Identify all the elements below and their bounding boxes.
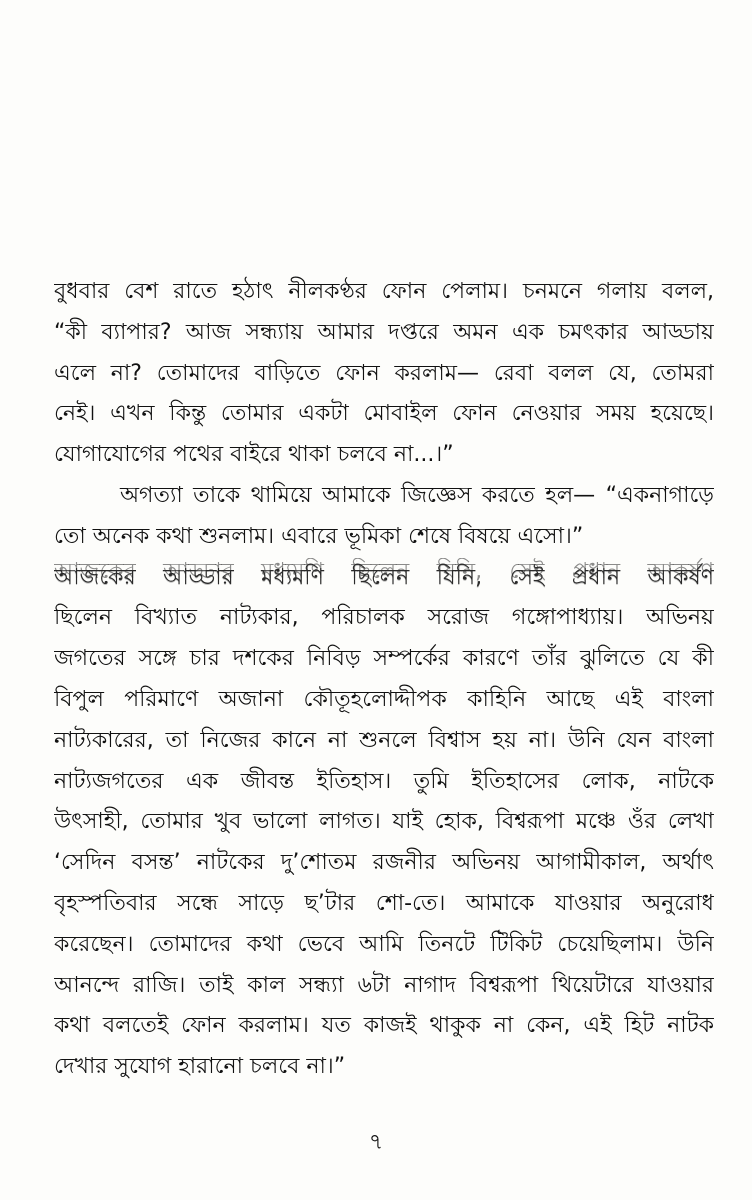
text-line: করেছেন। তোমাদের কথা ভেবে আমি তিনটে টিকিট চেয়েছিলাম। উনি (54, 931, 714, 957)
text-line: উৎসাহী, তোমার খুব ভালো লাগত। যাই হোক, বিশ্বরূপা মঞ্চে ওঁর লেখা (54, 809, 714, 835)
text-line: বুধবার বেশ রাতে হঠাৎ নীলকণ্ঠর ফোন পেলাম। চনমনে গলায় বলল, (54, 279, 714, 304)
text-line: “কী ব্যাপার? আজ সন্ধ্যায় আমার দপ্তরে অমন এক চমৎকার আড্ডায় (54, 319, 714, 345)
text-line: অগত্যা তাকে থামিয়ে আমাকে জিজ্ঞেস করতে হল— “একনাগাড়ে (120, 482, 714, 508)
text-line: বৃহস্পতিবার সন্ধে সাড়ে ছ’টার শো-তে। আমাকে যাওয়ার অনুরোধ (54, 890, 714, 916)
text-line: কথা বলতেই ফোন করলাম। যত কাজই থাকুক না কেন, এই হিট নাটক (54, 1013, 714, 1039)
body-text (54, 272, 714, 1088)
text-line: ‘সেদিন বসন্ত’ নাটকের দু’শোতম রজনীর অভিনয় আগামীকাল, অর্থাৎ (54, 850, 714, 876)
text-line: আনন্দে রাজি। তাই কাল সন্ধ্যা ৬টা নাগাদ বিশ্বরূপা থিয়েটারে যাওয়ার (54, 972, 714, 998)
text-line: তো অনেক কথা শুনলাম। এবারে ভূমিকা শেষে বিষয়ে এসো।” (54, 523, 584, 549)
text-line: আজকের আড্ডার মধ্যমণি ছিলেন যিনি, সেই প্রধান আকর্ষণ (54, 564, 714, 590)
text-line: দেখার সুযোগ হারানো চলবে না।” (54, 1054, 346, 1080)
text-line: যোগাযোগের পথের বাইরে থাকা চলবে না...।” (54, 442, 454, 468)
text-line: বিপুল পরিমাণে অজানা কৌতূহলোদ্দীপক কাহিনি আছে এই বাংলা (54, 686, 714, 712)
text-line: ছিলেন বিখ্যাত নাট্যকার, পরিচালক সরোজ গঙ্গোপাধ্যায়। অভিনয় (54, 605, 714, 631)
text-line: নাট্যকারের, তা নিজের কানে না শুনলে বিশ্বাস হয় না। উনি যেন বাংলা (54, 727, 714, 753)
page-number: ৭ (368, 1130, 384, 1155)
text-line: এলে না? তোমাদের বাড়িতে ফোন করলাম— রেবা বলল যে, তোমরা (54, 360, 714, 386)
text-line: নাট্যজগতের এক জীবন্ত ইতিহাস। তুমি ইতিহাসের লোক, নাটকে (54, 768, 714, 794)
text-line: নেই। এখন কিন্তু তোমার একটা মোবাইল ফোন নেওয়ার সময় হয়েছে। (54, 401, 714, 427)
text-line: জগতের সঙ্গে চার দশকের নিবিড় সম্পর্কের কারণে তাঁর ঝুলিতে যে কী (54, 646, 714, 672)
